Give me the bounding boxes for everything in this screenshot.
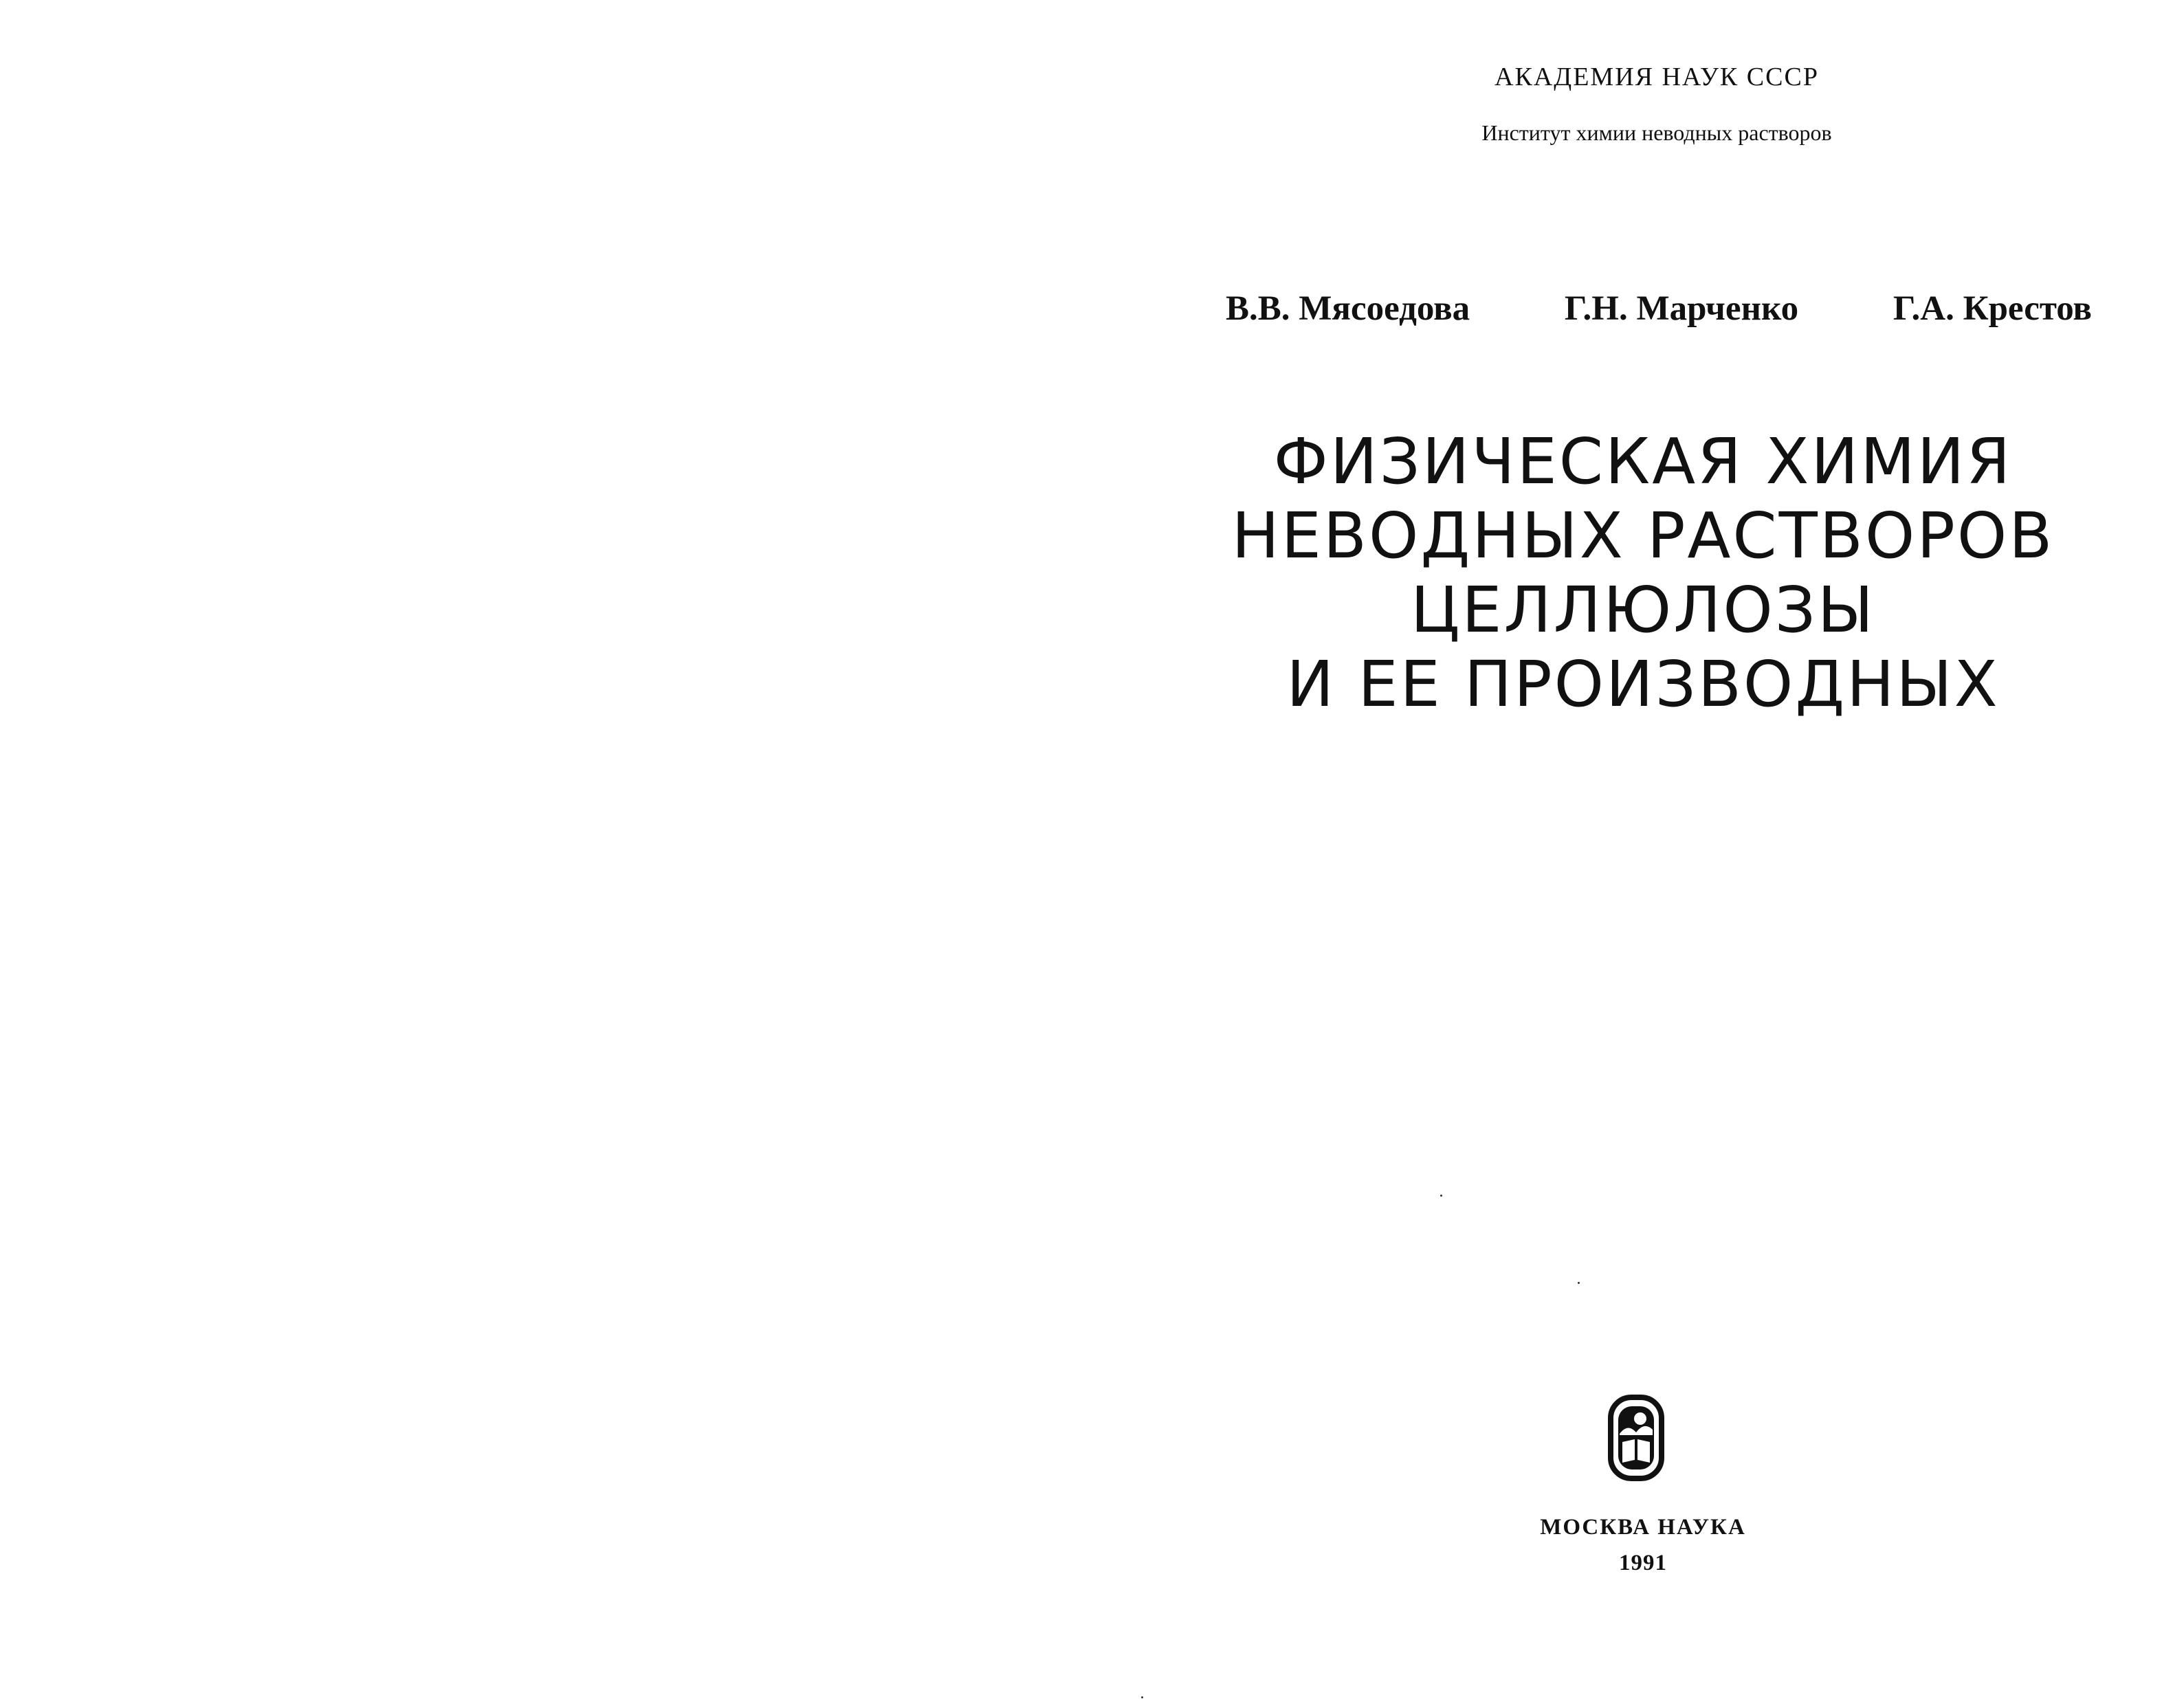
book-title — [1210, 425, 2076, 722]
title-line-2: НЕВОДНЫХ РАСТВОРОВ — [1231, 499, 2055, 573]
institute-name: Институт химии неводных растворов — [1481, 120, 1832, 145]
title-line-4: И ЕЕ ПРОИЗВОДНЫХ — [1286, 647, 2000, 721]
title-line-1: ФИЗИЧЕСКАЯ ХИМИЯ — [1273, 425, 2013, 498]
city-publisher: МОСКВА НАУКА — [1540, 1515, 1746, 1540]
academy-name: АКАДЕМИЯ НАУК СССР — [1494, 63, 1819, 91]
author-1: В.В. Мясоедова — [1226, 289, 1470, 328]
print-speck — [1440, 1195, 1442, 1197]
authors-line — [1226, 289, 2092, 329]
author-3: Г.А. Крестов — [1893, 289, 2092, 328]
author-2: Г.Н. Марченко — [1564, 289, 1799, 328]
publisher-book-logo-icon — [1607, 1394, 1665, 1482]
publication-year: 1991 — [1619, 1551, 1667, 1575]
print-speck — [1578, 1282, 1580, 1284]
title-line-3: ЦЕЛЛЮЛОЗЫ — [1411, 573, 1875, 647]
print-speck — [1141, 1696, 1143, 1698]
left-blank-page — [0, 0, 1086, 1708]
